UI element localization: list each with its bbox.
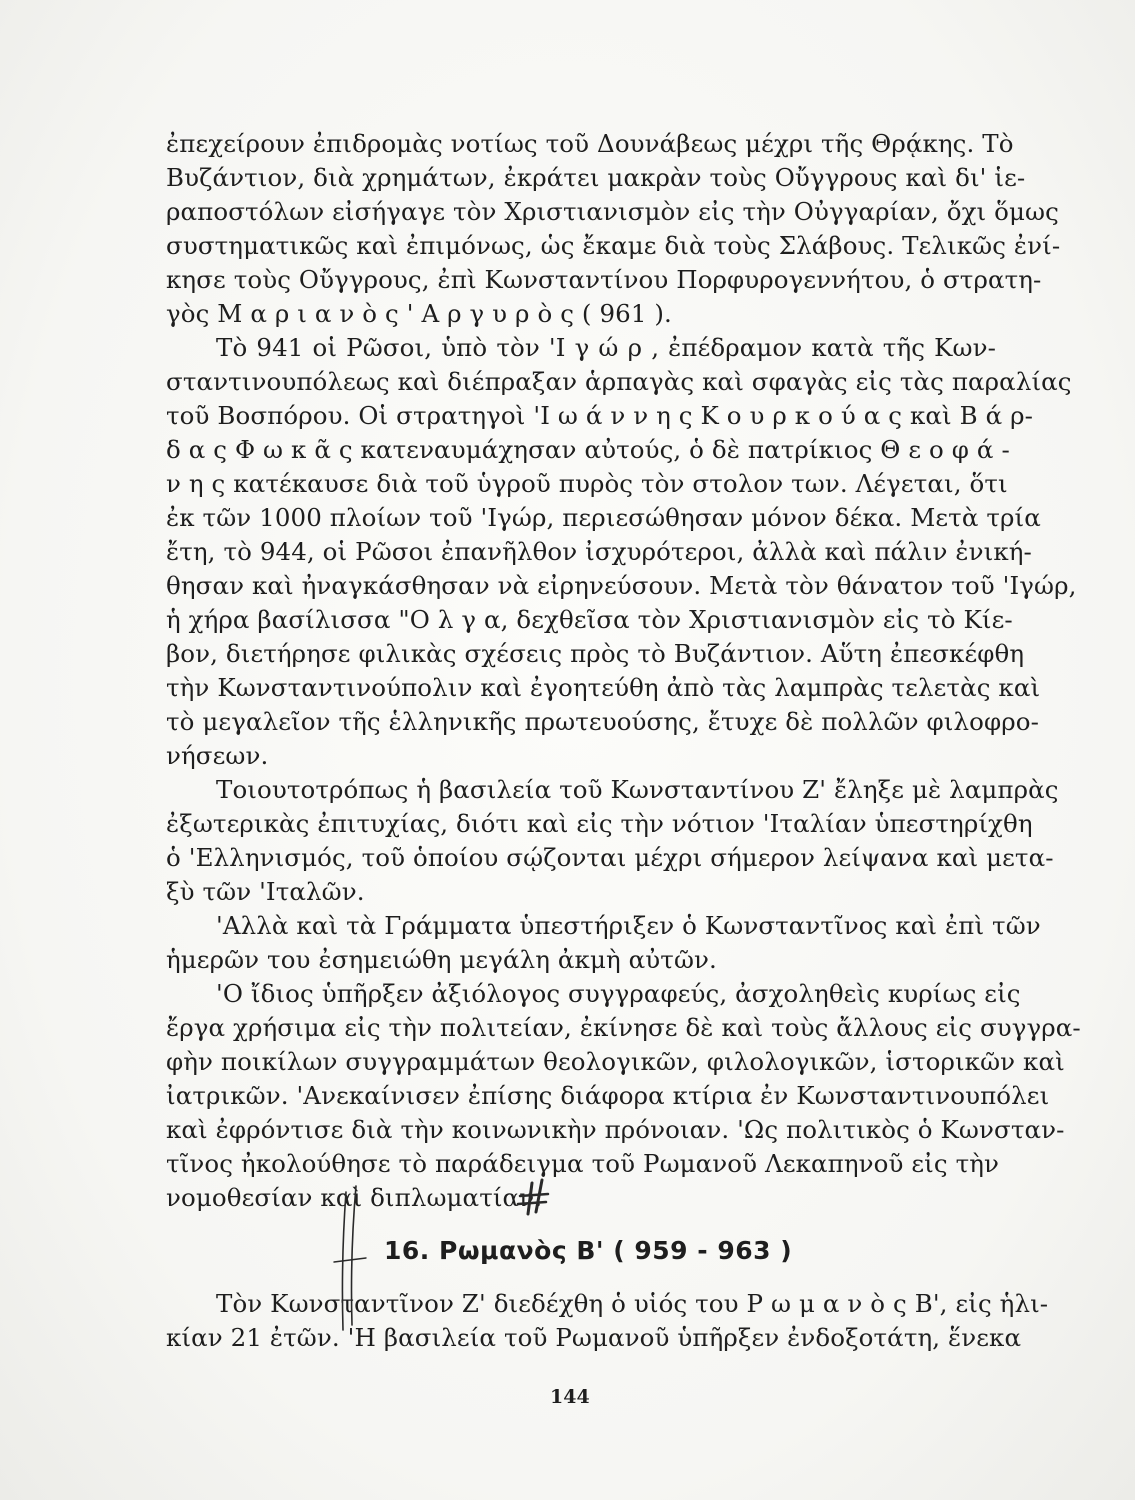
text-line: ὁ 'Ελληνισμός, τοῦ ὁποίου σῴζονται μέχρι σήμερον λείψανα καὶ μετα- (166, 843, 1054, 872)
text-line: φὴν ποικίλων συγγραμμάτων θεολογικῶν, φιλολογικῶν, ἱστορικῶν καὶ (166, 1047, 1065, 1076)
page-number: 144 (550, 1386, 590, 1408)
text-line: ξὺ τῶν 'Ιταλῶν. (166, 877, 365, 906)
text-line: γὸς Μ α ρ ι α ν ὸ ς ' Α ρ γ υ ρ ὸ ς ( 961 ). (166, 299, 672, 328)
text-line: σταντινουπόλεως καὶ διέπραξαν ἁρπαγὰς καὶ σφαγὰς εἰς τὰς παραλίας (166, 367, 1072, 396)
text-line: κίαν 21 ἐτῶν. 'Η βασιλεία τοῦ Ρωμανοῦ ὑπῆρξεν ἐνδοξοτάτη, ἕνεκα (166, 1323, 1022, 1352)
text-line: Τοιουτοτρόπως ἡ βασιλεία τοῦ Κωνσταντίνου Ζ' ἔληξε μὲ λαμπρὰς (216, 775, 1059, 804)
text-line: τοῦ Βοσπόρου. Οἱ στρατηγοὶ 'Ι ω ά ν ν η ς Κ ο υ ρ κ ο ύ α ς καὶ Β ά ρ- (166, 401, 1034, 430)
text-line: ἐκ τῶν 1000 πλοίων τοῦ 'Ιγώρ, περιεσώθησαν μόνον δέκα. Μετὰ τρία (166, 503, 1041, 532)
text-line: βον, διετήρησε φιλικὰς σχέσεις πρὸς τὸ Βυζάντιον. Αὕτη ἐπεσκέφθη (166, 639, 1025, 668)
text-line: νομοθεσίαν καὶ διπλωματίαν. (166, 1183, 543, 1212)
text-line: ἔργα χρήσιμα εἰς τὴν πολιτείαν, ἐκίνησε δὲ καὶ τοὺς ἄλλους εἰς συγγρα- (166, 1013, 1081, 1042)
text-line: ἡ χήρα βασίλισσα "Ο λ γ α, δεχθεῖσα τὸν Χριστιανισμὸν εἰς τὸ Κίε- (166, 605, 1013, 634)
text-line: ἐπεχείρουν ἐπιδρομὰς νοτίως τοῦ Δουνάβεως μέχρι τῆς Θρᾴκης. Τὸ (166, 129, 1014, 158)
text-line: ἰατρικῶν. 'Ανεκαίνισεν ἐπίσης διάφορα κτίρια ἐν Κωνσταντινουπόλει (166, 1081, 1050, 1110)
text-line: δ α ς Φ ω κ ᾶ ς κατεναυμάχησαν αὐτούς, ὁ δὲ πατρίκιος Θ ε ο φ ά - (166, 435, 1010, 464)
text-line: ν η ς κατέκαυσε διὰ τοῦ ὑγροῦ πυρὸς τὸν στολον των. Λέγεται, ὅτι (166, 469, 1008, 498)
text-line: ἐξωτερικὰς ἐπιτυχίας, διότι καὶ εἰς τὴν νότιον 'Ιταλίαν ὑπεστηρίχθη (166, 809, 1033, 838)
text-line: Τὸν Κωνσταντῖνον Ζ' διεδέχθη ὁ υἱός του Ρ ω μ α ν ὸ ς Β', εἰς ἡλι- (216, 1289, 1049, 1318)
text-line: θησαν καὶ ἠναγκάσθησαν νὰ εἰρηνεύσουν. Μετὰ τὸν θάνατον τοῦ 'Ιγώρ, (166, 571, 1077, 600)
text-line: 'Αλλὰ καὶ τὰ Γράμματα ὑπεστήριξεν ὁ Κωνσταντῖνος καὶ ἐπὶ τῶν (216, 911, 1041, 940)
text-line: κησε τοὺς Οὔγγρους, ἐπὶ Κωνσταντίνου Πορφυρογεννήτου, ὁ στρατη- (166, 265, 1042, 294)
text-line: ἡμερῶν του ἐσημειώθη μεγάλη ἀκμὴ αὐτῶν. (166, 945, 717, 974)
text-line: ἔτη, τὸ 944, οἱ Ρῶσοι ἐπανῆλθον ἰσχυρότεροι, ἀλλὰ καὶ πάλιν ἐνική- (166, 537, 1032, 566)
text-line: 'Ο ἴδιος ὑπῆρξεν ἀξιόλογος συγγραφεύς, ἀσχοληθεὶς κυρίως εἰς (216, 979, 1021, 1008)
text-line: νήσεων. (166, 741, 269, 770)
text-line: τὸ μεγαλεῖον τῆς ἑλληνικῆς πρωτευούσης, ἔτυχε δὲ πολλῶν φιλοφρο- (166, 707, 1039, 736)
text-line: Βυζάντιον, διὰ χρημάτων, ἐκράτει μακρὰν τοὺς Οὔγγρους καὶ δι' ἱε- (166, 163, 1026, 192)
text-line: ραποστόλων εἰσήγαγε τὸν Χριστιανισμὸν εἰς τὴν Οὐγγαρίαν, ὄχι ὅμως (166, 197, 1059, 226)
section-heading: 16. Ρωμανὸς Β' ( 959 - 963 ) (384, 1236, 793, 1265)
text-line: τὴν Κωνσταντινούπολιν καὶ ἐγοητεύθη ἀπὸ τὰς λαμπρὰς τελετὰς καὶ (166, 673, 1041, 702)
text-line: τῖνος ἠκολούθησε τὸ παράδειγμα τοῦ Ρωμανοῦ Λεκαπηνοῦ εἰς τὴν (166, 1149, 1000, 1178)
text-line: συστηματικῶς καὶ ἐπιμόνως, ὡς ἔκαμε διὰ τοὺς Σλάβους. Τελικῶς ἐνί- (166, 231, 1061, 260)
text-line: Τὸ 941 οἱ Ρῶσοι, ὑπὸ τὸν 'Ι γ ώ ρ , ἐπέδραμον κατὰ τῆς Κων- (216, 333, 996, 362)
text-line: καὶ ἐφρόντισε διὰ τὴν κοινωνικὴν πρόνοιαν. 'Ως πολιτικὸς ὁ Κωνσταν- (166, 1115, 1065, 1144)
